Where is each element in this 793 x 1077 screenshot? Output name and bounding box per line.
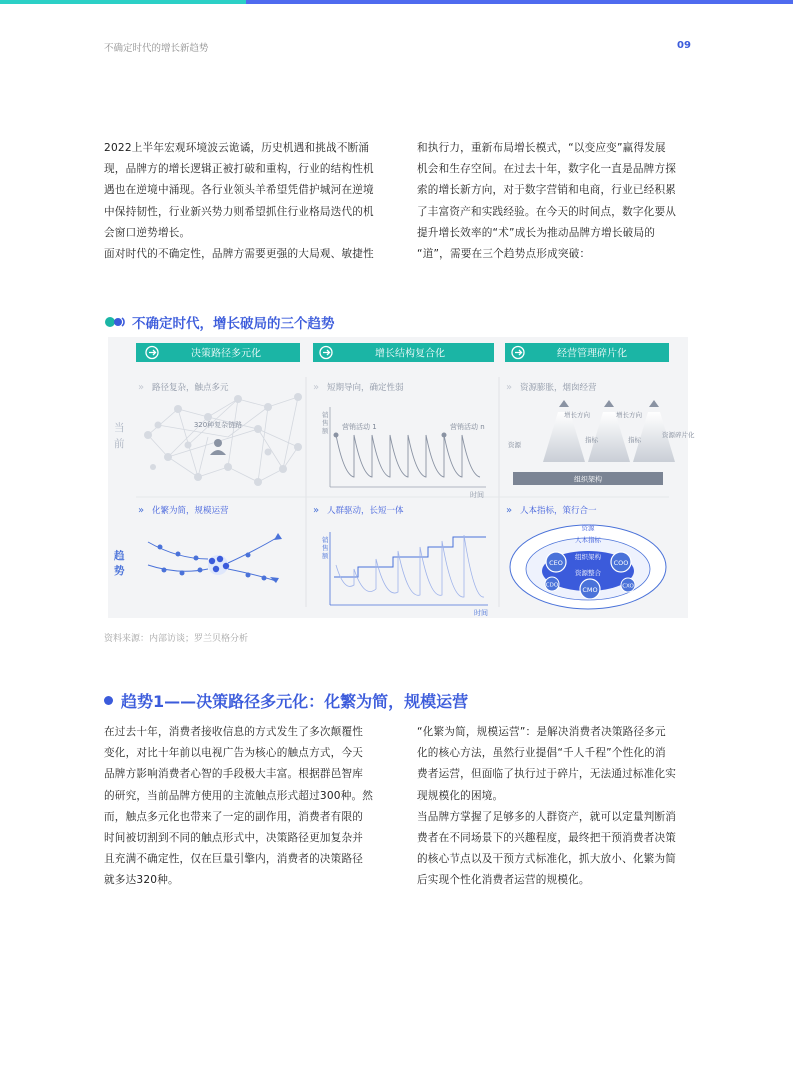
signal-dots-icon bbox=[104, 316, 126, 328]
text-line: 品牌方影响消费者心智的手段极大丰富。根据群邑智库 bbox=[104, 768, 364, 781]
column-title: 经营管理碎片化 bbox=[557, 348, 627, 360]
svg-text:售: 售 bbox=[322, 544, 329, 552]
source-note: 资料来源：内部访谈；罗兰贝格分析 bbox=[104, 634, 249, 644]
section-title-text: 不确定时代，增长破局的三个趋势 bbox=[132, 316, 335, 332]
text-line: 遇也在逆境中涌现。各行业领头羊希望凭借护城河在逆境 bbox=[104, 184, 374, 197]
growth-direction-label: 增长方向 bbox=[616, 411, 642, 419]
svg-text:COO: COO bbox=[613, 559, 629, 567]
intro-left-column bbox=[104, 138, 386, 265]
svg-text:CMO: CMO bbox=[582, 586, 598, 594]
text-line: 且充满不确定性，仅在巨量引擎内，消费者的决策路径 bbox=[104, 853, 364, 866]
network-label: 320种复杂链路 bbox=[193, 421, 243, 429]
row-label-current-2: 前 bbox=[114, 438, 125, 450]
text-line: “道”，需要在三个趋势点形成突破： bbox=[417, 248, 591, 261]
column-header-1 bbox=[136, 343, 300, 362]
trends-figure bbox=[108, 337, 695, 618]
indicator-label: 指标 bbox=[628, 436, 641, 444]
trend1-right-column bbox=[417, 722, 699, 892]
growth-direction-label: 增长方向 bbox=[564, 411, 590, 419]
section-title bbox=[104, 312, 335, 332]
cmo-badge bbox=[580, 579, 600, 599]
top-accent-bar bbox=[0, 0, 793, 4]
silo-cones bbox=[508, 400, 695, 485]
text-line: 的研究，当前品牌方使用的主流触点形式超过300种。然 bbox=[104, 789, 374, 802]
svg-text:»: » bbox=[313, 505, 320, 516]
text-line: 变化，对比十年前以电视广告为核心的触点方式，今天 bbox=[104, 747, 364, 760]
sales-staircase-chart bbox=[322, 532, 488, 617]
svg-text:CEO: CEO bbox=[549, 559, 563, 567]
integrated-org-diagram bbox=[510, 523, 666, 609]
svg-text:CXO: CXO bbox=[622, 583, 634, 590]
text-line: 化的核心方法，虽然行业提倡“千人千程”个性化的消 bbox=[417, 747, 666, 760]
text-line: 后实现个性化消费者运营的规模化。 bbox=[417, 874, 590, 887]
text-line: 时间被切割到不同的触点形式中，决策路径更加复杂并 bbox=[104, 832, 364, 845]
intro-right-column bbox=[417, 138, 699, 265]
row-label-trend-2: 势 bbox=[114, 565, 125, 577]
running-header: 不确定时代的增长新趋势 bbox=[104, 43, 209, 54]
svg-text:CDO: CDO bbox=[545, 582, 559, 589]
text-line: 现规模化的困境。 bbox=[417, 789, 504, 802]
column-header-3 bbox=[505, 343, 669, 362]
svg-text:»: » bbox=[138, 505, 145, 516]
svg-text:»: » bbox=[506, 505, 513, 516]
cdo-badge bbox=[545, 577, 559, 591]
column-title: 增长结构复合化 bbox=[375, 348, 445, 360]
trend1-heading-text: 趋势1——决策路径多元化：化繁为简，规模运营 bbox=[121, 692, 469, 711]
touchpoint-network bbox=[148, 397, 298, 482]
resources-ring-label: 资源 bbox=[581, 524, 595, 532]
row-label-trend: 趋 bbox=[114, 550, 125, 562]
text-line: 费者运营，但面临了执行过于碎片，无法通过标准化实 bbox=[417, 768, 677, 781]
resources-fragmented-label: 资源碎片化 bbox=[662, 431, 695, 439]
bullet-dot-icon bbox=[104, 696, 113, 705]
text-line: 在过去十年，消费者接收信息的方式发生了多次颠覆性 bbox=[104, 726, 364, 738]
column-title: 决策路径多元化 bbox=[191, 348, 261, 360]
page-number: 09 bbox=[677, 40, 691, 51]
svg-text:售: 售 bbox=[322, 419, 329, 427]
text-line: 面对时代的不确定性，品牌方需要更强的大局观、敏捷性 bbox=[104, 248, 374, 261]
current-label: 短期导向，确定性弱 bbox=[327, 383, 404, 393]
x-axis-label: 时间 bbox=[474, 609, 488, 617]
coo-badge bbox=[611, 552, 631, 572]
current-label: 资源膨胀，烟囱经营 bbox=[520, 383, 597, 393]
indicator-label: 指标 bbox=[585, 436, 598, 444]
trend-label: 人本指标，策行合一 bbox=[520, 506, 597, 516]
user-icon bbox=[210, 439, 226, 455]
cxo-badge bbox=[621, 578, 635, 592]
resource-integration-label: 资源整合 bbox=[575, 569, 601, 577]
svg-text:»: » bbox=[313, 382, 320, 393]
x-axis-label: 时间 bbox=[470, 491, 484, 499]
svg-text:额: 额 bbox=[322, 427, 329, 435]
text-line: 的核心节点以及干预方式标准化，抓大放小、化繁为简 bbox=[417, 853, 677, 866]
text-line: “化繁为简，规模运营”：是解决消费者决策路径多元 bbox=[417, 726, 666, 738]
event-label: 营销活动 n bbox=[450, 423, 485, 431]
svg-text:»: » bbox=[138, 382, 145, 393]
trend1-left-column bbox=[104, 722, 386, 892]
ceo-badge bbox=[546, 552, 566, 572]
human-metrics-label: 人本指标 bbox=[575, 536, 601, 544]
sales-sawtooth-chart bbox=[322, 407, 486, 499]
text-line: 会窗口逆势增长。 bbox=[104, 226, 191, 239]
trend1-heading bbox=[104, 689, 468, 712]
svg-text:»: » bbox=[506, 382, 513, 393]
trend-label: 人群驱动，长短一体 bbox=[327, 506, 404, 516]
text-line: 费者在不同场景下的兴趣程度，最终把干预消费者决策 bbox=[417, 832, 677, 845]
text-line: 中保持韧性，行业新兴势力则希望抓住行业格局迭代的机 bbox=[104, 205, 374, 218]
text-line: 提升增长效率的“术”成长为推动品牌方增长破局的 bbox=[417, 226, 656, 239]
text-line: 就多达320种。 bbox=[104, 874, 179, 887]
event-label: 营销活动 1 bbox=[342, 423, 377, 431]
text-line: 现，品牌方的增长逻辑正被打破和重构，行业的结构性机 bbox=[104, 163, 374, 176]
text-line: 而，触点多元化也带来了一定的副作用，消费者有限的 bbox=[104, 810, 364, 823]
svg-text:额: 额 bbox=[322, 552, 329, 560]
org-structure-label: 组织架构 bbox=[574, 475, 602, 484]
trend-label: 化繁为简，规模运营 bbox=[152, 506, 229, 516]
text-line: 当品牌方掌握了足够多的人群资产，就可以定量判断消 bbox=[417, 810, 677, 823]
text-line: 2022上半年宏观环境波云诡谲，历史机遇和挑战不断涌 bbox=[104, 142, 370, 154]
column-header-2 bbox=[313, 343, 494, 362]
text-line: 索的增长新方向，对于数字营销和电商，行业已经积累 bbox=[417, 184, 677, 197]
org-structure-label: 组织架构 bbox=[575, 553, 601, 561]
svg-text:销: 销 bbox=[322, 536, 329, 544]
user-cluster-icon bbox=[208, 555, 229, 575]
current-label: 路径复杂，触点多元 bbox=[152, 383, 229, 393]
resources-label: 资源 bbox=[508, 441, 521, 449]
text-line: 机会和生存空间。在过去十年，数字化一直是品牌方探 bbox=[417, 163, 677, 176]
svg-text:销: 销 bbox=[322, 411, 329, 419]
text-line: 和执行力，重新布局增长模式，“以变应变”赢得发展 bbox=[417, 142, 666, 154]
text-line: 了丰富资产和实践经验。在今天的时间点，数字化要从 bbox=[417, 205, 677, 218]
row-label-current: 当 bbox=[114, 422, 125, 434]
trends-diagram bbox=[108, 337, 695, 618]
